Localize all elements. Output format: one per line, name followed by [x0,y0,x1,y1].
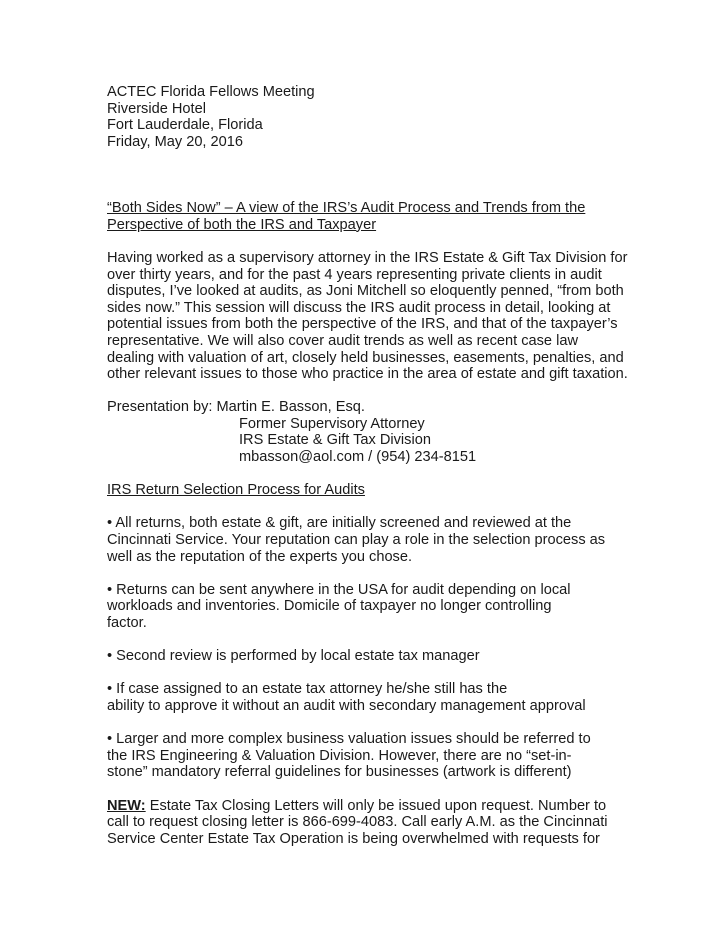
bullet-line: • If case assigned to an estate tax attorney he/she still has the [107,681,508,698]
presenter-contact: mbasson@aol.com / (954) 234-8151 [239,449,477,466]
bullet-second-review [107,648,627,665]
new-closing-letters-note [107,798,627,848]
presenter-block [107,399,627,465]
header-line-location: Fort Lauderdale, Florida [107,117,263,134]
bullet-line: workloads and inventories. Domicile of taxpayer no longer controlling [107,598,552,615]
presenter-title: Former Supervisory Attorney [239,415,425,432]
bullet-attorney-approval [107,681,627,714]
bullet-line: ability to approve it without an audit with secondary management approval [107,697,586,714]
intro-line: other relevant issues to those who practice in the area of estate and gift taxation. [107,366,628,383]
session-title-line: “Both Sides Now” – A view of the IRS’s Audit Process and Trends from the [107,200,586,217]
bullet-line: • Second review is performed by local estate tax manager [107,648,480,665]
bullet-line: • Larger and more complex business valuation issues should be referred to [107,731,591,748]
intro-line: representative. We will also cover audit trends as well as recent case law [107,332,578,349]
intro-line: disputes, I’ve looked at audits, as Joni Mitchell so eloquently penned, “from both [107,283,624,300]
meeting-header [107,84,627,150]
intro-line: dealing with valuation of art, closely held businesses, easements, penalties, and [107,349,624,366]
bullet-audit-location [107,582,627,632]
bullet-line: well as the reputation of the experts you chose. [107,548,413,565]
presenter-division: IRS Estate & Gift Tax Division [239,432,431,449]
bullet-line: • Returns can be sent anywhere in the USA for audit depending on local [107,581,571,598]
section-heading: IRS Return Selection Process for Audits [107,482,365,499]
bullet-line: stone” mandatory referral guidelines for businesses (artwork is different) [107,764,572,781]
intro-line: potential issues from both the perspective of the IRS, and that of the taxpayer’s [107,316,618,333]
bullet-line: the IRS Engineering & Valuation Division. However, there are no “set-in- [107,747,572,764]
bullet-line: factor. [107,615,147,632]
intro-line: over thirty years, and for the past 4 years representing private clients in audit [107,266,602,283]
bullet-valuation-referral [107,731,627,781]
intro-paragraph [107,250,627,383]
intro-line: Having worked as a supervisory attorney in the IRS Estate & Gift Tax Division for [107,249,628,266]
header-line-organization: ACTEC Florida Fellows Meeting [107,84,315,100]
bullet-line: • All returns, both estate & gift, are initially screened and reviewed at the [107,515,572,532]
new-note-line: call to request closing letter is 866-699-4083. Call early A.M. as the Cincinnati [107,814,608,831]
new-note-text: Estate Tax Closing Letters will only be issued upon request. Number to [145,797,607,814]
presenter-label: Presentation by: Martin E. Basson, Esq. [107,399,365,416]
session-title [107,200,627,233]
session-title-line: Perspective of both the IRS and Taxpayer [107,216,377,233]
new-label: NEW: [107,797,146,814]
bullet-screening [107,515,627,565]
new-note-line: Service Center Estate Tax Operation is being overwhelmed with requests for [107,830,600,847]
document-body [107,84,627,847]
bullet-line: Cincinnati Service. Your reputation can play a role in the selection process as [107,532,606,549]
header-line-date: Friday, May 20, 2016 [107,133,244,150]
header-line-venue: Riverside Hotel [107,100,206,117]
intro-line: sides now.” This session will discuss the IRS audit process in detail, looking at [107,299,611,316]
